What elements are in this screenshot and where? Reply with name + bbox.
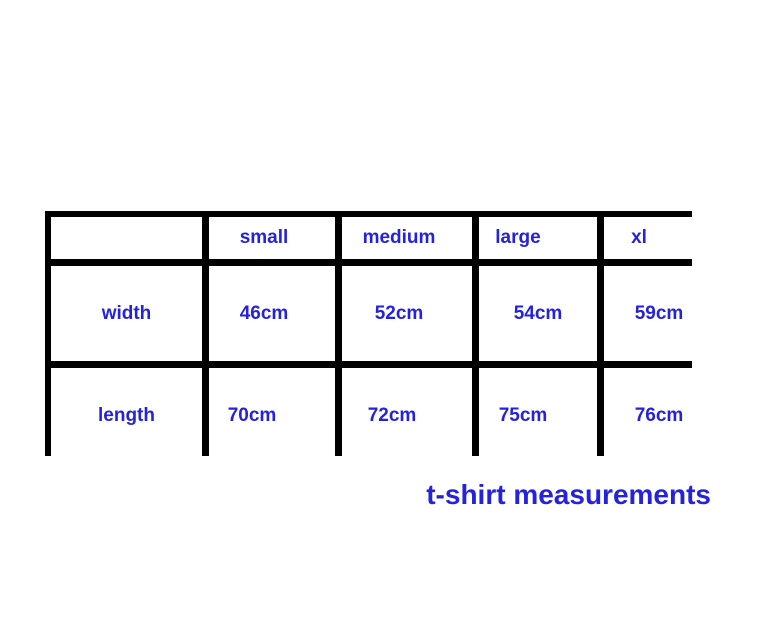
row-header-length [51,368,202,464]
header-xl-label: xl [631,227,647,248]
cell-width-large [479,266,597,361]
cell-length-xl-value: 76cm [634,405,684,426]
table-caption: t-shirt measurements [426,479,711,510]
cell-width-medium [342,266,472,361]
cell-length-medium [342,368,472,464]
header-cell-small [209,217,335,259]
cell-width-large-value: 54cm [513,302,563,324]
cell-length-small-value: 70cm [227,405,277,426]
header-cell-xl [604,217,714,259]
header-small-label: small [239,227,289,248]
cell-length-large [479,368,597,464]
cell-length-large-value: 75cm [498,405,548,426]
row-length-label: length [98,405,155,426]
row-width-label: width [101,302,152,324]
cell-width-small-value: 46cm [239,302,289,324]
cell-width-small [209,266,335,361]
cell-width-medium-value: 52cm [374,302,424,324]
header-cell-large [479,217,597,259]
header-cell-medium [342,217,472,259]
header-medium-label: medium [362,227,436,248]
cell-length-small [209,368,335,464]
cell-width-xl-value: 59cm [634,302,684,324]
header-large-label: large [495,227,541,248]
cell-width-xl [604,266,714,361]
cell-length-xl [604,368,714,464]
row-header-width [51,266,202,361]
size-table [45,211,692,456]
cell-length-medium-value: 72cm [367,405,417,426]
header-cell-blank [51,217,202,259]
